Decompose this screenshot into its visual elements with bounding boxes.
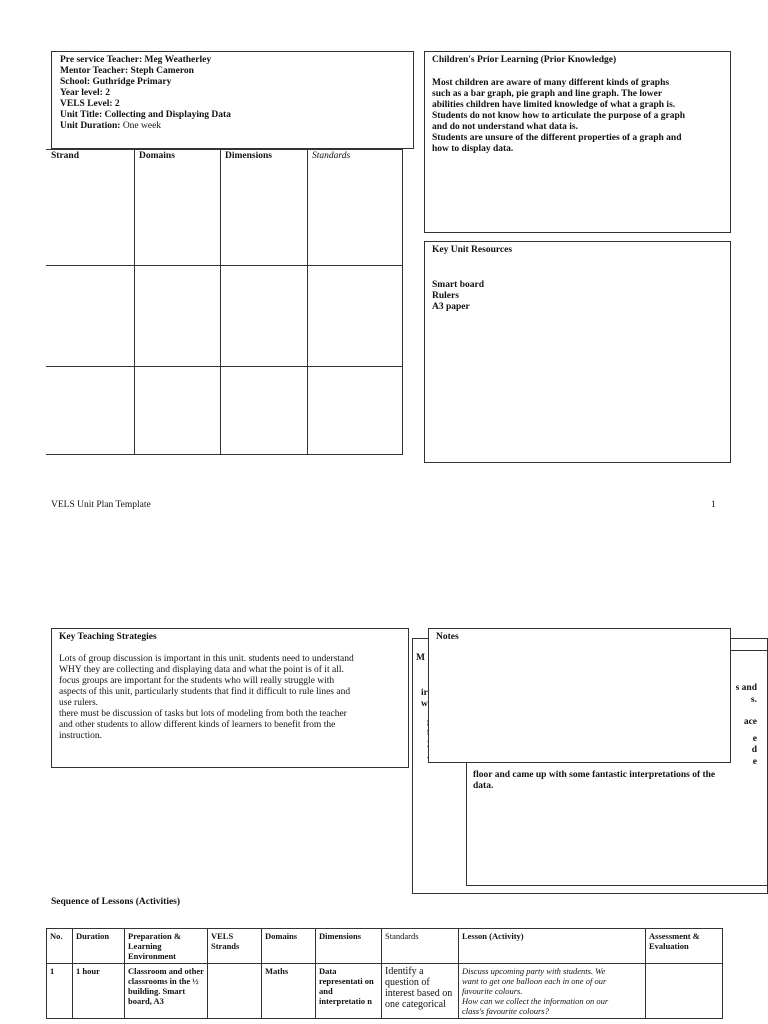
notes-box (428, 628, 731, 763)
info-lines (60, 55, 405, 132)
sequence-title: Sequence of Lessons (Activities) (51, 897, 181, 907)
unit-info-box (51, 51, 414, 149)
duration-label: Unit Duration: (60, 121, 121, 131)
lessons-table (46, 928, 723, 1019)
grid-row-line (46, 366, 403, 367)
info-vels-level: VELS Level: 2 (60, 99, 120, 109)
lesson-vels-strands (208, 964, 262, 1019)
strategy-line: Lots of group discussion is important in this unit. students need to understand (59, 654, 354, 664)
prior-line: Most children are aware of many different kinds of graphs (432, 78, 670, 88)
info-duration (60, 121, 405, 132)
prior-line: such as a bar graph, pie graph and line graph. The lower (432, 89, 663, 99)
notes-title: Notes (436, 632, 459, 642)
notes-peek-right: e (752, 734, 757, 744)
lesson-standards: Identify a question of interest based on one categorical (382, 964, 459, 1019)
prior-lines (432, 78, 723, 155)
strategies-lines (59, 654, 401, 742)
grid-col-line (307, 149, 308, 454)
lessons-header-no: No. (47, 929, 73, 964)
notes-under-line: data. (473, 781, 494, 791)
resource-item: A3 paper (432, 302, 470, 312)
strategy-line: use rulers. (59, 698, 99, 708)
prior-title: Children's Prior Learning (Prior Knowledge) (432, 55, 617, 65)
grid-header-strand: Strand (51, 151, 79, 161)
lesson-duration: 1 hour (73, 964, 125, 1019)
notes-peek-m: M (416, 653, 425, 663)
notes-peek-left: w (421, 699, 428, 709)
grid-header-domains: Domains (139, 151, 175, 161)
prior-learning-box (424, 51, 731, 233)
lesson-dimensions: Data representati on and interpretatio n (316, 964, 382, 1019)
resources-box (424, 241, 731, 463)
lessons-header-dimensions: Dimensions (316, 929, 382, 964)
info-unit-title: Unit Title: Collecting and Displaying Data (60, 110, 231, 120)
strategy-line: there must be discussion of tasks but lots of modeling from both the teacher (59, 709, 347, 719)
lesson-activity-line: How can we collect the information on our (462, 996, 609, 1006)
teaching-strategies-box (51, 628, 409, 768)
grid-row-line (46, 265, 403, 266)
lessons-header-row (47, 929, 723, 964)
prior-line: how to display data. (432, 144, 514, 154)
duration-value: One week (122, 121, 162, 131)
grid-top-line (46, 149, 403, 150)
lesson-no: 1 (47, 964, 73, 1019)
lesson-preparation: Classroom and other classrooms in the ½ building. Smart board, A3 (125, 964, 208, 1019)
notes-under-text (473, 770, 763, 792)
prior-line: Students do not know how to articulate the purpose of a graph (432, 111, 686, 121)
footer-page-number: 1 (711, 500, 716, 510)
notes-peek-left: ir (421, 688, 428, 698)
info-year-level: Year level: 2 (60, 88, 110, 98)
prior-line: abilities children have limited knowledge of what a graph is. (432, 100, 676, 110)
notes-peek-right: s. (750, 695, 757, 705)
lesson-activity (459, 964, 646, 1019)
info-teacher: Pre service Teacher: Meg Weatherley (60, 55, 212, 65)
strategy-line: instruction. (59, 731, 103, 741)
info-school: School: Guthridge Primary (60, 77, 172, 87)
grid-col-line (134, 149, 135, 454)
strategy-line: WHY they are collecting and displaying data and what the point is of it all. (59, 665, 344, 675)
lesson-assessment (646, 964, 723, 1019)
notes-peek-right: d (751, 745, 757, 755)
resources-title: Key Unit Resources (432, 245, 513, 255)
lessons-header-lesson: Lesson (Activity) (459, 929, 646, 964)
notes-under-line: floor and came up with some fantastic interpretations of the (473, 770, 716, 780)
lesson-activity-line: favourite colours. (462, 986, 523, 996)
strand-grid (46, 149, 403, 455)
notes-peek-right: s and (735, 683, 757, 693)
strategies-title: Key Teaching Strategies (59, 632, 157, 642)
lessons-header-duration: Duration (73, 929, 125, 964)
grid-col-line (402, 149, 403, 454)
grid-header-dimensions: Dimensions (225, 151, 272, 161)
prior-line: and do not understand what data is. (432, 122, 578, 132)
resource-item: Smart board (432, 280, 484, 290)
lessons-row (47, 964, 723, 1019)
lessons-header-assessment: Assessment & Evaluation (646, 929, 723, 964)
strategy-line: focus groups are important for the students who will really struggle with (59, 676, 335, 686)
grid-header-standards: Standards (312, 151, 351, 161)
lessons-header-domains: Domains (262, 929, 316, 964)
info-mentor: Mentor Teacher: Steph Cameron (60, 66, 194, 76)
lessons-header-preparation: Preparation & Learning Environment (125, 929, 208, 964)
strategy-line: and other students to allow different kinds of learners to benefit from the (59, 720, 336, 730)
lesson-domains: Maths (262, 964, 316, 1019)
lesson-activity-line: want to get one balloon each in one of our (462, 976, 607, 986)
lessons-header-vels-strands: VELS Strands (208, 929, 262, 964)
footer-template-label: VELS Unit Plan Template (51, 500, 151, 510)
lesson-activity-line: class's favourite colours? (462, 1006, 549, 1016)
resource-item: Rulers (432, 291, 459, 301)
grid-bottom-line (46, 454, 403, 455)
notes-peek-right: ace (743, 717, 757, 727)
grid-col-line (220, 149, 221, 454)
strategy-line: aspects of this unit, particularly students that find it difficult to rule lines and (59, 687, 351, 697)
notes-peek-right: e (752, 757, 757, 767)
prior-line: Students are unsure of the different properties of a graph and (432, 133, 682, 143)
lesson-activity-line: Discuss upcoming party with students. We (462, 966, 606, 976)
lessons-header-standards: Standards (382, 929, 459, 964)
resources-list (432, 280, 723, 313)
